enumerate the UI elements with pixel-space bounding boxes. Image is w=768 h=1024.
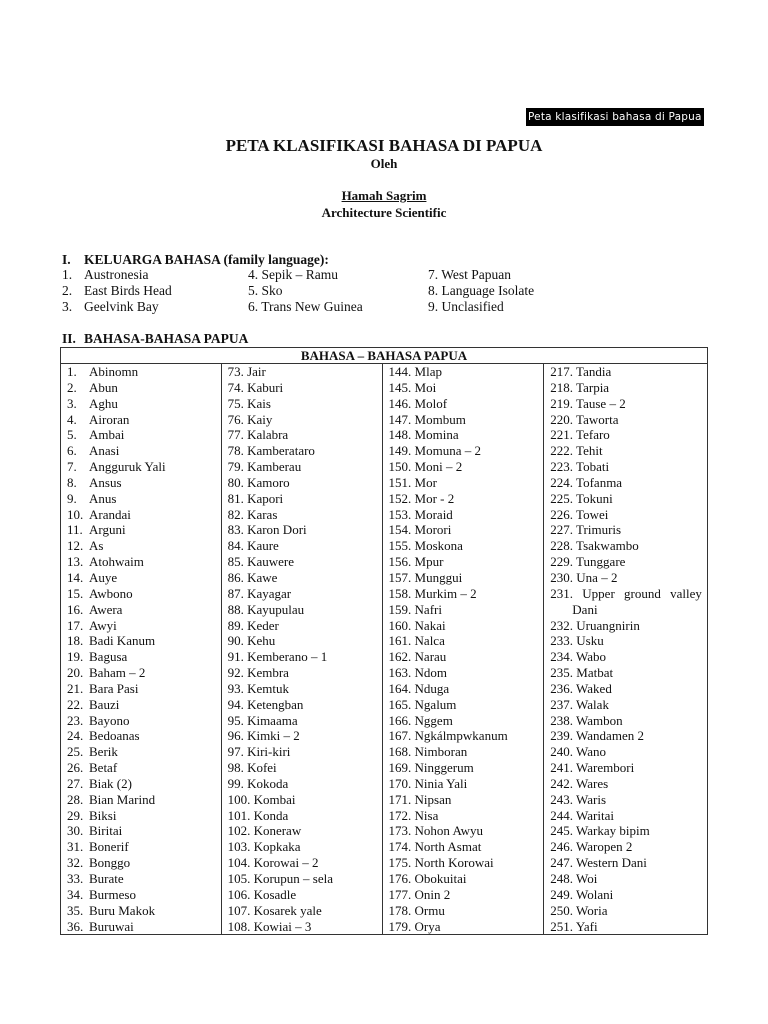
language-item: 220. Taworta	[550, 411, 619, 427]
language-item: 250. Woria	[550, 902, 608, 918]
family-item: 1. Austronesia	[62, 267, 149, 282]
family-item: 6. Trans New Guinea	[248, 299, 363, 314]
language-item: 225. Tokuni	[550, 490, 613, 506]
language-item: 246. Waropen 2	[550, 839, 633, 855]
language-item: 156. Mpur	[388, 554, 444, 570]
language-item: 34. Burmeso	[67, 886, 136, 902]
language-item: 24. Bedoanas	[67, 728, 140, 744]
language-item: 224. Tofanma	[550, 474, 623, 490]
language-item: 35. Buru Makok	[67, 902, 156, 918]
language-item: 74. Kaburi	[227, 379, 284, 395]
language-item: 170. Ninia Yali	[388, 775, 468, 791]
language-item: 94. Ketengban	[227, 696, 304, 712]
language-item: 157. Munggui	[388, 569, 463, 585]
language-item: 86. Kawe	[227, 569, 278, 585]
language-item: 218. Tarpia	[550, 379, 610, 395]
language-item: 16. Awera	[67, 601, 123, 617]
language-item: 219. Tause – 2	[550, 395, 626, 411]
language-item: 96. Kimki – 2	[227, 728, 300, 744]
language-item: 236. Waked	[550, 680, 612, 696]
language-item: 101. Konda	[227, 807, 289, 823]
language-item: 78. Kamberataro	[227, 443, 315, 459]
language-item: 251. Yafi	[550, 918, 598, 934]
language-item: 12. As	[67, 538, 104, 554]
language-item: 102. Koneraw	[227, 823, 302, 839]
language-item: 176. Obokuitai	[388, 871, 467, 886]
language-item: 104. Korowai – 2	[227, 855, 319, 871]
language-item: 95. Kimaama	[227, 712, 298, 728]
language-item: 242. Wares	[550, 775, 609, 791]
language-item: 230. Una – 2	[550, 569, 618, 585]
language-item: 223. Tobati	[550, 459, 610, 475]
language-item: 107. Kosarek yale	[227, 902, 322, 918]
language-item: 153. Moraid	[388, 506, 453, 522]
language-item: 73. Jair	[227, 364, 266, 379]
language-item: 243. Waris	[550, 791, 607, 807]
language-item: 158. Murkim – 2	[388, 585, 477, 601]
section-number: I.	[62, 252, 71, 267]
language-item: 146. Molof	[388, 395, 448, 411]
language-item: 22. Bauzi	[67, 696, 120, 712]
language-item: 7. Angguruk Yali	[67, 459, 166, 475]
language-item: 160. Nakai	[388, 617, 446, 633]
language-item: 149. Momuna – 2	[388, 443, 481, 459]
language-item: 33. Burate	[67, 871, 124, 886]
language-item: 3. Aghu	[67, 395, 118, 411]
document-title: PETA KLASIFIKASI BAHASA DI PAPUA	[225, 136, 543, 155]
languages-table	[60, 347, 708, 935]
language-item: 228. Tsakwambo	[550, 538, 639, 554]
language-item: 221. Tefaro	[550, 427, 610, 443]
language-item: 161. Nalca	[388, 633, 445, 649]
language-item: 32. Bonggo	[67, 855, 131, 871]
language-item: 28. Bian Marind	[67, 791, 156, 807]
language-item: 90. Kehu	[227, 633, 276, 649]
language-item: 151. Mor	[388, 474, 437, 490]
family-language-list	[62, 267, 682, 315]
author-affiliation: Architecture Scientific	[321, 205, 447, 220]
language-item: 4. Airoran	[67, 411, 130, 427]
section-2-heading	[62, 331, 248, 347]
language-item: 226. Towei	[550, 506, 609, 522]
language-item: 168. Nimboran	[388, 744, 468, 760]
language-item: 171. Nipsan	[388, 791, 452, 807]
language-item: 79. Kamberau	[227, 459, 302, 475]
language-item: 237. Walak	[550, 696, 609, 712]
language-item: 30. Biritai	[67, 823, 123, 839]
language-item: 20. Baham – 2	[67, 665, 146, 681]
language-item: 17. Awyi	[67, 617, 117, 633]
language-item: 247. Western Dani	[550, 855, 647, 871]
language-item: 147. Mombum	[388, 411, 466, 427]
language-item: 165. Ngalum	[388, 696, 457, 712]
language-item: 108. Kowiai – 3	[227, 918, 312, 934]
family-row	[62, 283, 682, 299]
language-item: 144. Mlap	[388, 364, 442, 379]
language-item: 103. Kopkaka	[227, 839, 301, 855]
family-row	[62, 299, 682, 315]
language-item: 249. Wolani	[550, 886, 614, 902]
language-item: 23. Bayono	[67, 712, 130, 728]
family-item: 2. East Birds Head	[62, 283, 172, 298]
family-item: 4. Sepik – Ramu	[248, 267, 338, 282]
family-item: 9. Unclasified	[428, 299, 504, 314]
language-item: 80. Kamoro	[227, 474, 290, 490]
language-item: 11. Arguni	[67, 522, 126, 538]
section-number: II.	[62, 331, 76, 346]
table-column-4	[544, 364, 708, 935]
language-item: 98. Kofei	[227, 760, 277, 776]
table-column-3	[382, 364, 544, 935]
language-item: 84. Kaure	[227, 538, 279, 554]
language-item: 239. Wandamen 2	[550, 728, 644, 744]
language-item: 18. Badi Kanum	[67, 633, 156, 649]
language-item: 97. Kiri-kiri	[227, 744, 291, 760]
language-item: 81. Kapori	[227, 490, 284, 506]
language-item: 93. Kemtuk	[227, 680, 289, 696]
language-item: 100. Kombai	[227, 791, 296, 807]
language-item: 14. Auye	[67, 569, 118, 585]
language-item: 13. Atohwaim	[67, 554, 144, 570]
language-item: 174. North Asmat	[388, 839, 482, 855]
language-item: 233. Usku	[550, 633, 604, 649]
language-item: 222. Tehit	[550, 443, 603, 459]
table-header: BAHASA – BAHASA PAPUA	[61, 348, 708, 364]
section-title: BAHASA-BAHASA PAPUA	[84, 331, 249, 346]
language-item: 162. Narau	[388, 649, 447, 665]
language-item: 179. Orya	[388, 918, 441, 934]
language-item: 167. Ngkálmpwkanum	[388, 728, 508, 744]
language-item: 1. Abinomn	[67, 364, 139, 379]
language-item: 145. Moi	[388, 379, 437, 395]
language-item: 91. Kemberano – 1	[227, 649, 328, 665]
language-item: 83. Karon Dori	[227, 522, 307, 538]
language-item: 148. Momina	[388, 427, 459, 443]
by-label: Oleh	[370, 156, 398, 171]
language-item: 234. Wabo	[550, 649, 607, 665]
author-name: Hamah Sagrim	[341, 188, 427, 203]
family-row	[62, 267, 682, 283]
language-item: 21. Bara Pasi	[67, 680, 139, 696]
language-item: 244. Waritai	[550, 807, 614, 823]
language-item: 75. Kais	[227, 395, 271, 411]
language-item: 88. Kayupulau	[227, 601, 305, 617]
language-item: 248. Woi	[550, 871, 598, 886]
language-item: 231. Upper ground valley	[550, 585, 702, 601]
language-item: 163. Ndom	[388, 665, 448, 681]
language-item: 152. Mor - 2	[388, 490, 455, 506]
language-item: 150. Moni – 2	[388, 459, 463, 475]
language-item: 2. Abun	[67, 379, 118, 395]
language-item: 175. North Korowai	[388, 855, 494, 871]
language-item: 77. Kalabra	[227, 427, 289, 443]
language-item: 166. Nggem	[388, 712, 453, 728]
language-item: 87. Kayagar	[227, 585, 292, 601]
language-item: 76. Kaiy	[227, 411, 273, 427]
language-item: 241. Warembori	[550, 760, 635, 776]
language-item: 235. Matbat	[550, 665, 614, 681]
running-header-tag: Peta klasifikasi bahasa di Papua	[526, 108, 704, 126]
language-item: 105. Korupun – sela	[227, 871, 333, 886]
language-item: 92. Kembra	[227, 665, 289, 681]
language-item: 159. Nafri	[388, 601, 442, 617]
language-item: 29. Biksi	[67, 807, 117, 823]
language-item: 5. Ambai	[67, 427, 125, 443]
language-item: 8. Ansus	[67, 474, 122, 490]
language-item: 82. Karas	[227, 506, 278, 522]
language-item: 26. Betaf	[67, 760, 118, 776]
language-item: 89. Keder	[227, 617, 279, 633]
language-item: 85. Kauwere	[227, 554, 294, 570]
language-item: 25. Berik	[67, 744, 118, 760]
language-item: 217. Tandia	[550, 364, 612, 379]
family-item: 3. Geelvink Bay	[62, 299, 159, 314]
language-item: 9. Anus	[67, 490, 117, 506]
language-item: 240. Wano	[550, 744, 607, 760]
family-item: 8. Language Isolate	[428, 283, 535, 298]
language-item: 19. Bagusa	[67, 649, 128, 665]
section-1-heading	[62, 252, 329, 268]
language-item: 172. Nisa	[388, 807, 439, 823]
language-item: 177. Onin 2	[388, 886, 451, 902]
language-item: 6. Anasi	[67, 443, 120, 459]
section-title: KELUARGA BAHASA (family language):	[84, 252, 329, 267]
table-column-1	[61, 364, 222, 935]
language-item: 27. Biak (2)	[67, 775, 132, 791]
language-item: 155. Moskona	[388, 538, 463, 554]
language-item: 164. Nduga	[388, 680, 450, 696]
language-item: 99. Kokoda	[227, 775, 289, 791]
language-item: 227. Trimuris	[550, 522, 622, 538]
language-item: 173. Nohon Awyu	[388, 823, 484, 839]
language-item: 10. Arandai	[67, 506, 131, 522]
language-item: 229. Tunggare	[550, 554, 626, 570]
family-item: 5. Sko	[248, 283, 283, 298]
language-item: 36. Buruwai	[67, 918, 134, 934]
family-item: 7. West Papuan	[428, 267, 512, 282]
language-item: 15. Awbono	[67, 585, 133, 601]
language-item: 232. Uruangnirin	[550, 617, 640, 633]
language-item: 178. Ormu	[388, 902, 445, 918]
language-item: 154. Morori	[388, 522, 452, 538]
language-item: 238. Wambon	[550, 712, 623, 728]
language-item: 31. Bonerif	[67, 839, 129, 855]
language-item: 169. Ninggerum	[388, 760, 474, 776]
language-item: Dani	[572, 601, 598, 617]
table-column-2	[221, 364, 382, 935]
language-item: 245. Warkay bipim	[550, 823, 650, 839]
language-item: 106. Kosadle	[227, 886, 297, 902]
